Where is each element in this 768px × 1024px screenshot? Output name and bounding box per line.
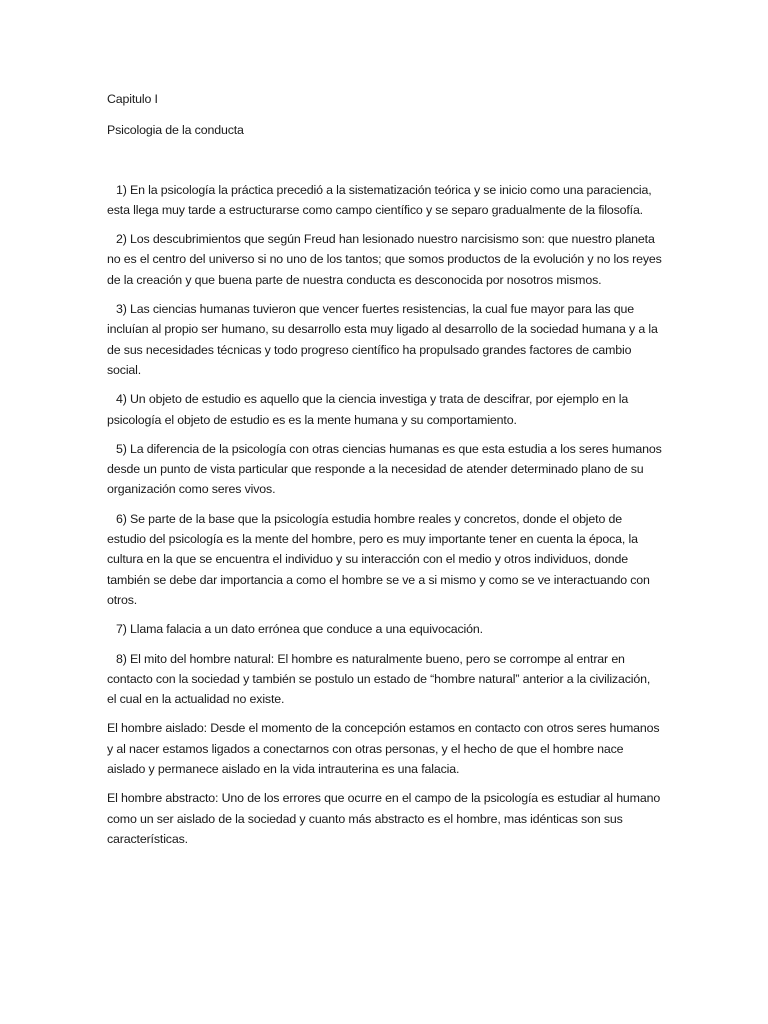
paragraph-7: 7) Llama falacia a un dato errónea que conduce a una equivocación. (116, 622, 483, 637)
paragraph-4: 4) Un objeto de estudio es aquello que la ciencia investiga y trata de descifrar, por ejemplo en la psicología el objeto de estudio es es la mente humana y su comportamiento. (107, 392, 629, 427)
paragraph-3: 3) Las ciencias humanas tuvieron que vencer fuertes resistencias, la cual fue mayor para las que incluían al propio ser humano, su desarrollo esta muy ligado al desarrollo de la sociedad humana y a la de sus necesidades técnicas y todo progreso científico ha propulsado grandes factores de cambio social. (107, 302, 658, 377)
paragraph-hombre-abstracto: El hombre abstracto: Uno de los errores que ocurre en el campo de la psicología es estudiar al humano como un ser aislado de la sociedad y cuanto más abstracto es el hombre, mas idénticas son sus características. (107, 791, 661, 846)
paragraph-8: 8) El mito del hombre natural: El hombre es naturalmente bueno, pero se corrompe al entrar en contacto con la sociedad y también se postulo un estado de “hombre natural” anterior a la civilización, el cual en la actualidad no existe. (107, 651, 651, 707)
chapter-heading: Capitulo I (107, 92, 158, 106)
paragraph-5: 5) La diferencia de la psicología con otras ciencias humanas es que esta estudia a los seres humanos desde un punto de vista particular que responde a la necesidad de atender determinado plano de su organización como seres vivos. (107, 441, 662, 497)
paragraph-6: 6) Se parte de la base que la psicología estudia hombre reales y concretos, donde el objeto de estudio del psicología es la mente del hombre, pero es muy importante tener en cuenta la época, la cultura en la que se encuentra el individuo y su interacción con el medio y otros individuos, donde también se debe dar importancia a como el hombre se ve a si mismo y como se ve interactuando con otros. (107, 511, 650, 607)
paragraph-1: 1) En la psicología la práctica precedió a la sistematización teórica y se inicio como una paraciencia, esta llega muy tarde a estructurarse como campo científico y se separo gradualmente de la filosofía. (107, 182, 652, 217)
document-title: Psicologia de la conducta (107, 123, 244, 138)
paragraph-hombre-aislado: El hombre aislado: Desde el momento de la concepción estamos en contacto con otros seres humanos y al nacer estamos ligados a conectarnos con otras personas, y el hecho de que el hombre nace aislado y permanece aislado en la vida intrauterina es una falacia. (107, 721, 660, 777)
paragraph-2: 2) Los descubrimientos que según Freud han lesionado nuestro narcisismo son: que nuestro planeta no es el centro del universo si no uno de los tantos; que somos productos de la evolución y no los reyes de la creación y que buena parte de nuestra conducta es desconocida por nosotros mismos. (107, 232, 662, 287)
document-body (107, 89, 662, 849)
